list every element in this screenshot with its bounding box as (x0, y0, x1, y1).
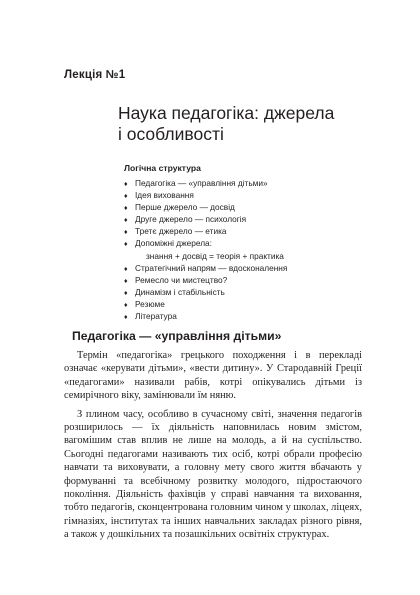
structure-item: ♦ Третє джерело — етика (124, 225, 394, 237)
lecture-label: Лекція №1 (64, 69, 126, 81)
structure-item: ♦ Допоміжні джерела: (124, 237, 394, 249)
logical-structure (124, 163, 394, 322)
structure-item: ♦ Друге джерело — психологія (124, 213, 394, 225)
chapter-title (118, 103, 398, 145)
structure-item: ♦ Резюме (124, 298, 394, 310)
structure-heading: Логічна структура (124, 163, 201, 173)
diamond-bullet-icon: ♦ (124, 217, 128, 225)
chapter-title-line-2: і особливості (118, 124, 224, 144)
structure-item: ♦ Динамізм і стабільність (124, 286, 394, 298)
diamond-bullet-icon: ♦ (124, 289, 128, 297)
diamond-bullet-icon: ♦ (124, 265, 128, 273)
structure-subitem: знання + досвід = теорія + практика (146, 250, 284, 261)
structure-item: ♦ Перше джерело — досвід (124, 201, 394, 213)
diamond-bullet-icon: ♦ (124, 181, 128, 188)
structure-item: ♦ Література (124, 310, 394, 322)
diamond-bullet-icon: ♦ (124, 277, 128, 285)
diamond-bullet-icon: ♦ (124, 314, 128, 322)
structure-item: ♦ Ідея виховання (124, 189, 394, 201)
section-heading: Педагогіка — «управління дітьми» (72, 329, 282, 343)
paragraph: З плином часу, особливо в сучасному світі, значення педагогів розширилось — їх діяльність наповнилась новим змістом, вагомішим став вплив не лише на молодь, а й на суспільство. Сьогодні педагогами називають тих осіб, котрі обрали професію навчати та виховувати, а головну мету свого життя вбачають у формуванні та всебічному розвитку молодого, підростаючого покоління. Діяльність фахівців у справі навчання та виховання, тобто педагогів, сконцентрована головним чином у школах, ліцеях, гімназіях, інститутах та інших навчальних закладах різного рівня, а також у дошкільних та позашкільних освітніх структурах. (64, 408, 362, 541)
body-text (64, 349, 362, 547)
structure-item: ♦ Ремесло чи мистецтво? (124, 274, 394, 286)
structure-list (124, 177, 394, 322)
diamond-bullet-icon: ♦ (124, 301, 128, 309)
diamond-bullet-icon: ♦ (124, 241, 128, 249)
structure-item: ♦ Стратегічний напрям — вдосконалення (124, 262, 394, 274)
structure-item: ♦ Педагогіка — «управління дітьми» (124, 177, 394, 189)
chapter-title-line-1: Наука педагогіка: джерела (118, 103, 335, 123)
paragraph: Термін «педагогіка» грецького походження і в перекладі означає «керувати дітьми», «вести дитину». У Стародавній Греції «педагогами» називали рабів, котрі опікувались дітьми із семирічного віку, замінювали їм няню. (64, 350, 362, 402)
diamond-bullet-icon: ♦ (124, 193, 128, 201)
diamond-bullet-icon: ♦ (124, 205, 128, 213)
diamond-bullet-icon: ♦ (124, 229, 128, 237)
